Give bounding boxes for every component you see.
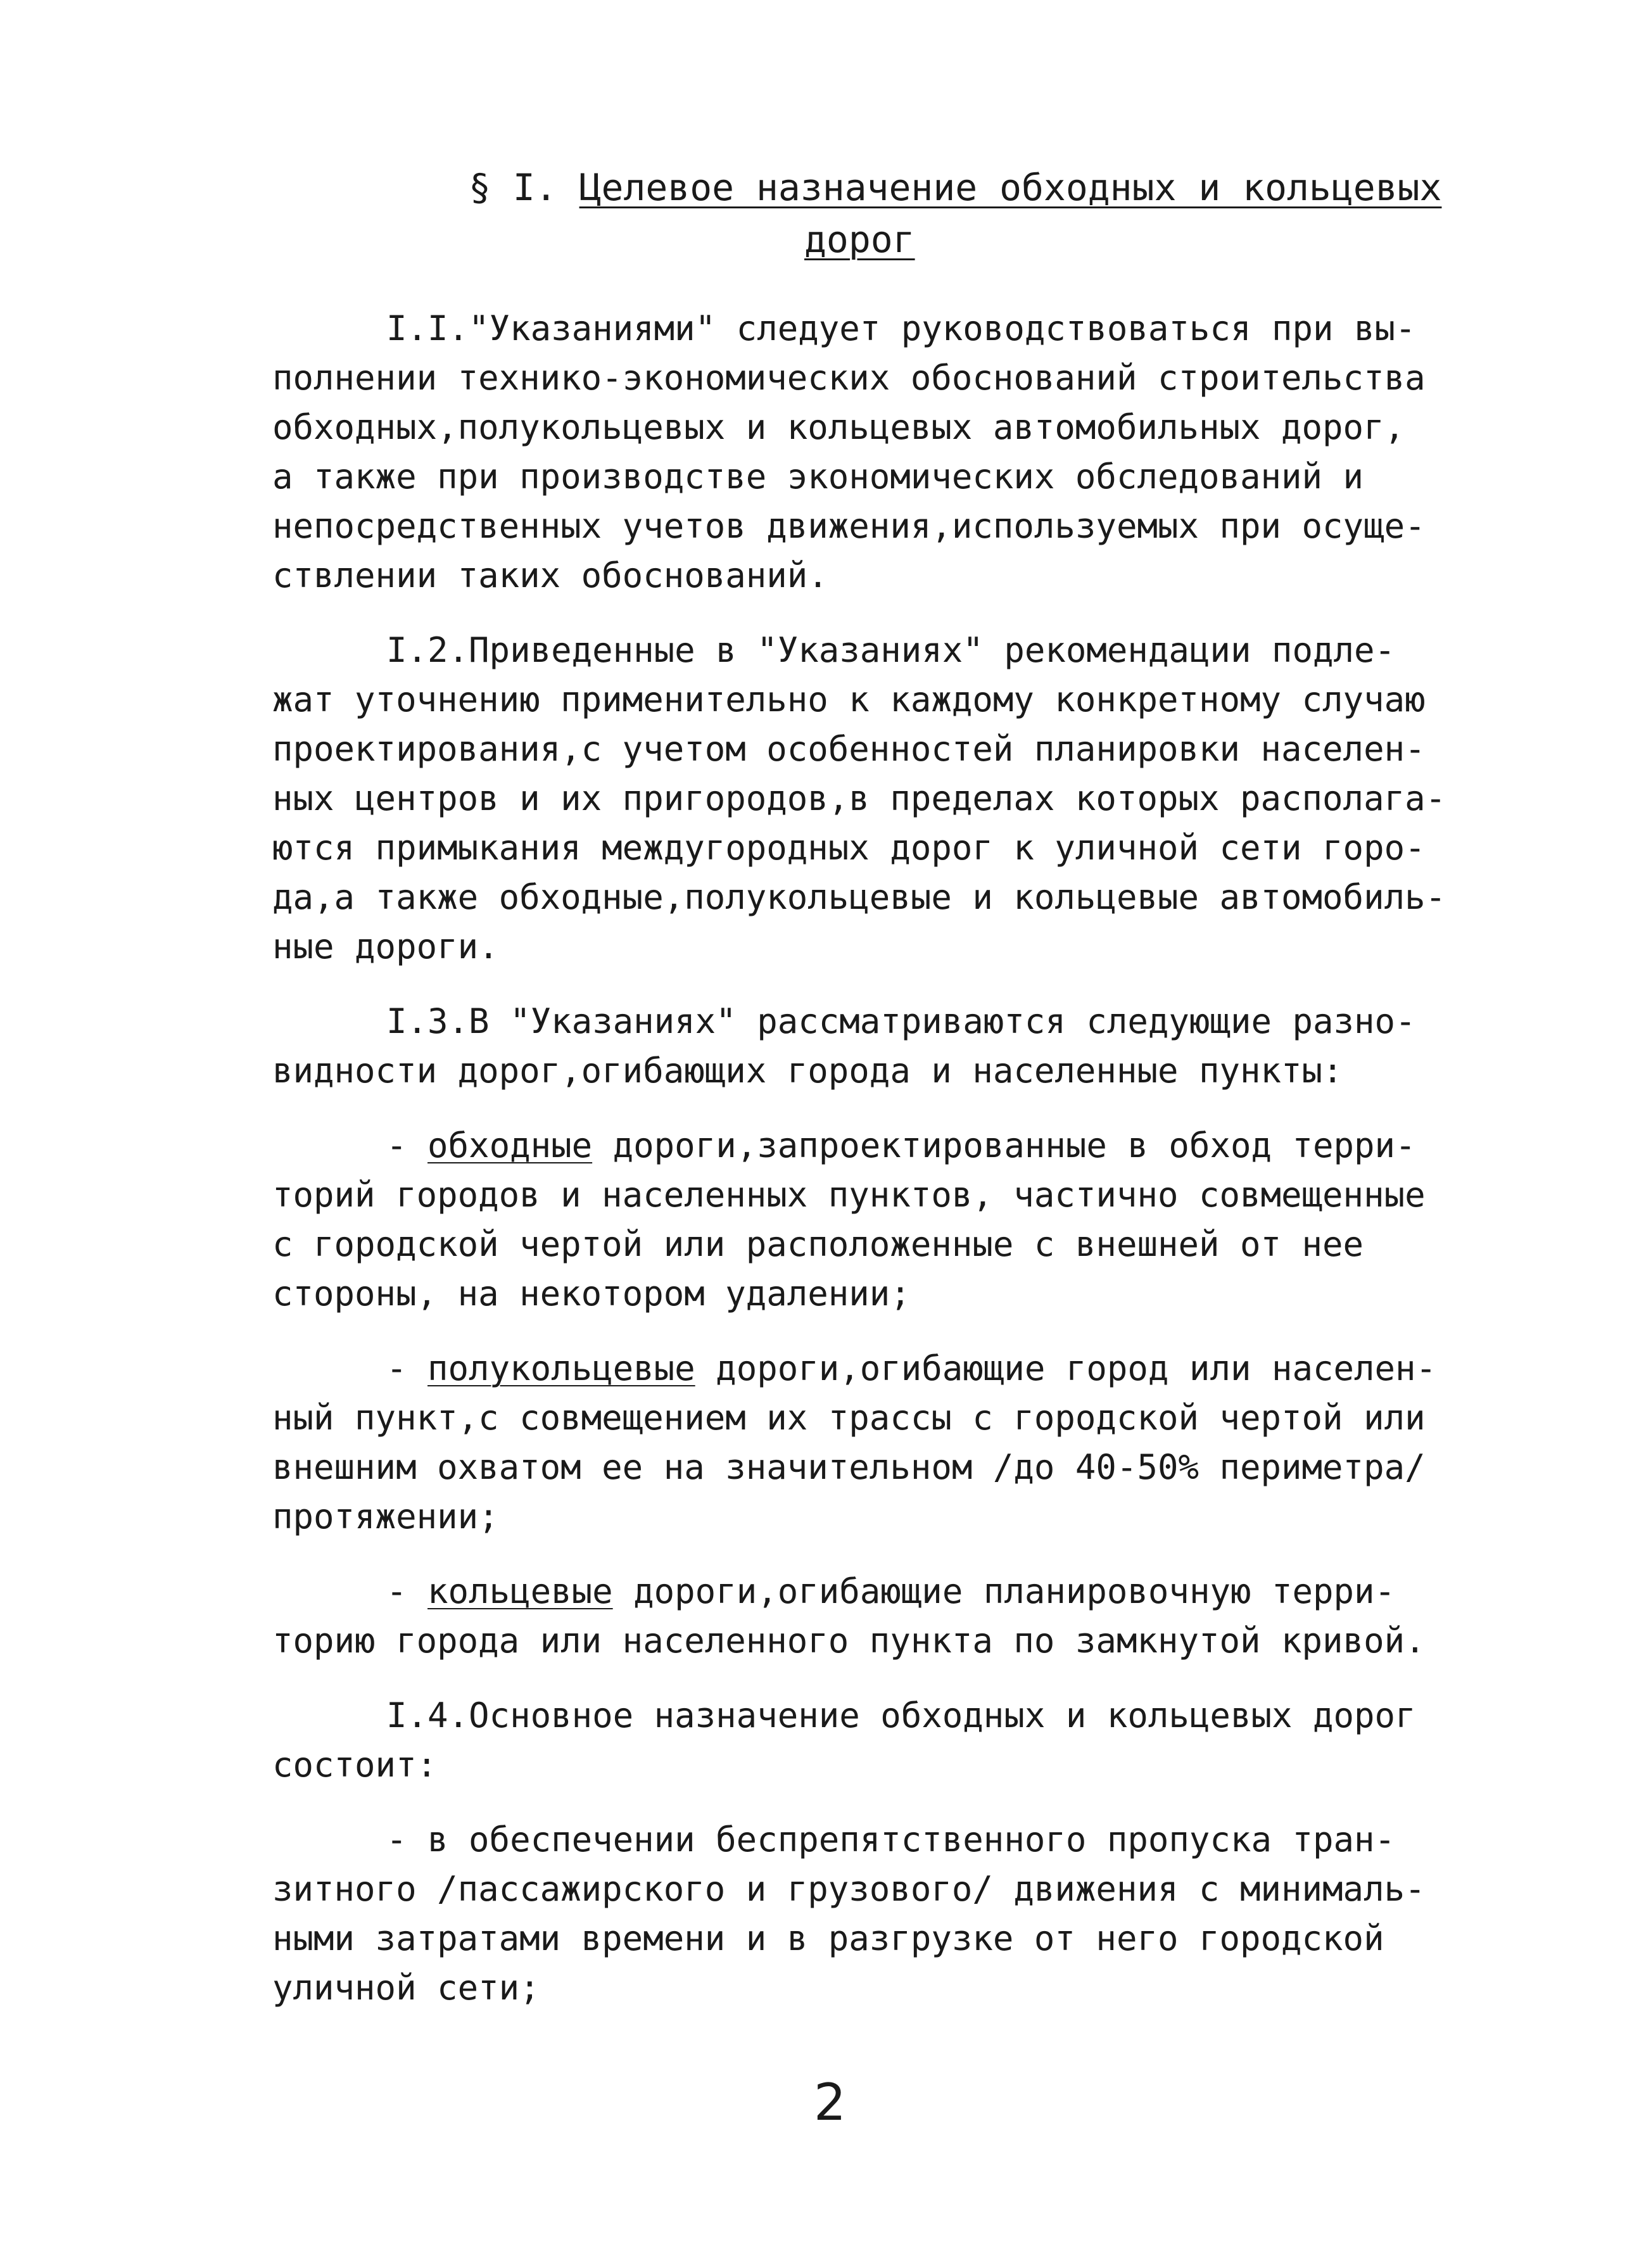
list-item-kolcevye: - кольцевые дороги,огибающие планировочную терри- торию города или населенного пункта по замкнутой кривой. [272,1571,1426,1661]
list-item-polukolcevye: - полукольцевые дороги,огибающие город или населен- ный пункт,с совмещением их трассы с городской чертой или внешним охватом ее на значительном /до 40-50% периметра/ протяжении; [272,1348,1437,1536]
paragraph-1-4: I.4.Основное назначение обходных и кольцевых дорог состоит: [272,1695,1416,1785]
term-obhodnye: обходные [427,1125,593,1165]
term-polukolcevye: полукольцевые [427,1348,695,1388]
paragraph-1-1: I.I."Указаниями" следует руководствоваться при вы- полнении технико-экономических обоснований строительства обходных,полукольцевых и кольцевых автомобильных дорог, а также при производстве экономических обследований и непосредственных учетов движения,используемых при осуще- ствлении таких обоснований. [272,308,1426,595]
section-mark: § I. [469,166,557,209]
list-item-obhodnye: - обходные дороги,запроектированные в обход терри- торий городов и населенных пунктов, частично совмещенные с городской чертой или расположенные с внешней от нее стороны, на некотором удалении; [272,1125,1426,1314]
section-title-line2: дорог [804,218,915,261]
section-heading [469,162,1442,265]
paragraph-1-2: I.2.Приведенные в "Указаниях" рекомендации подле- жат уточнению применительно к каждому конкретному случаю проектирования,с учетом особенностей планировки населен- ных центров и их пригородов,в пределах которых располага- ются примыкания междугородных дорог к уличной сети горо- да,а также обходные,полукольцевые и кольцевые автомобиль- ные дороги. [272,630,1446,966]
paragraph-1-3: I.3.В "Указаниях" рассматриваются следующие разно- видности дорог,огибающих города и населенные пункты: [272,1001,1416,1091]
page-number: 2 [814,2073,846,2132]
section-title-line1: Целевое назначение обходных и кольцевых [579,166,1442,209]
term-kolcevye: кольцевые [427,1571,613,1611]
body-text [272,304,1446,2038]
list-item-obespechenie: - в обеспечении беспрепятственного пропуска тран- зитного /пассажирского и грузового/ движения с минималь- ными затратами времени и в разгрузке от него городской уличной сети; [272,1820,1426,2008]
